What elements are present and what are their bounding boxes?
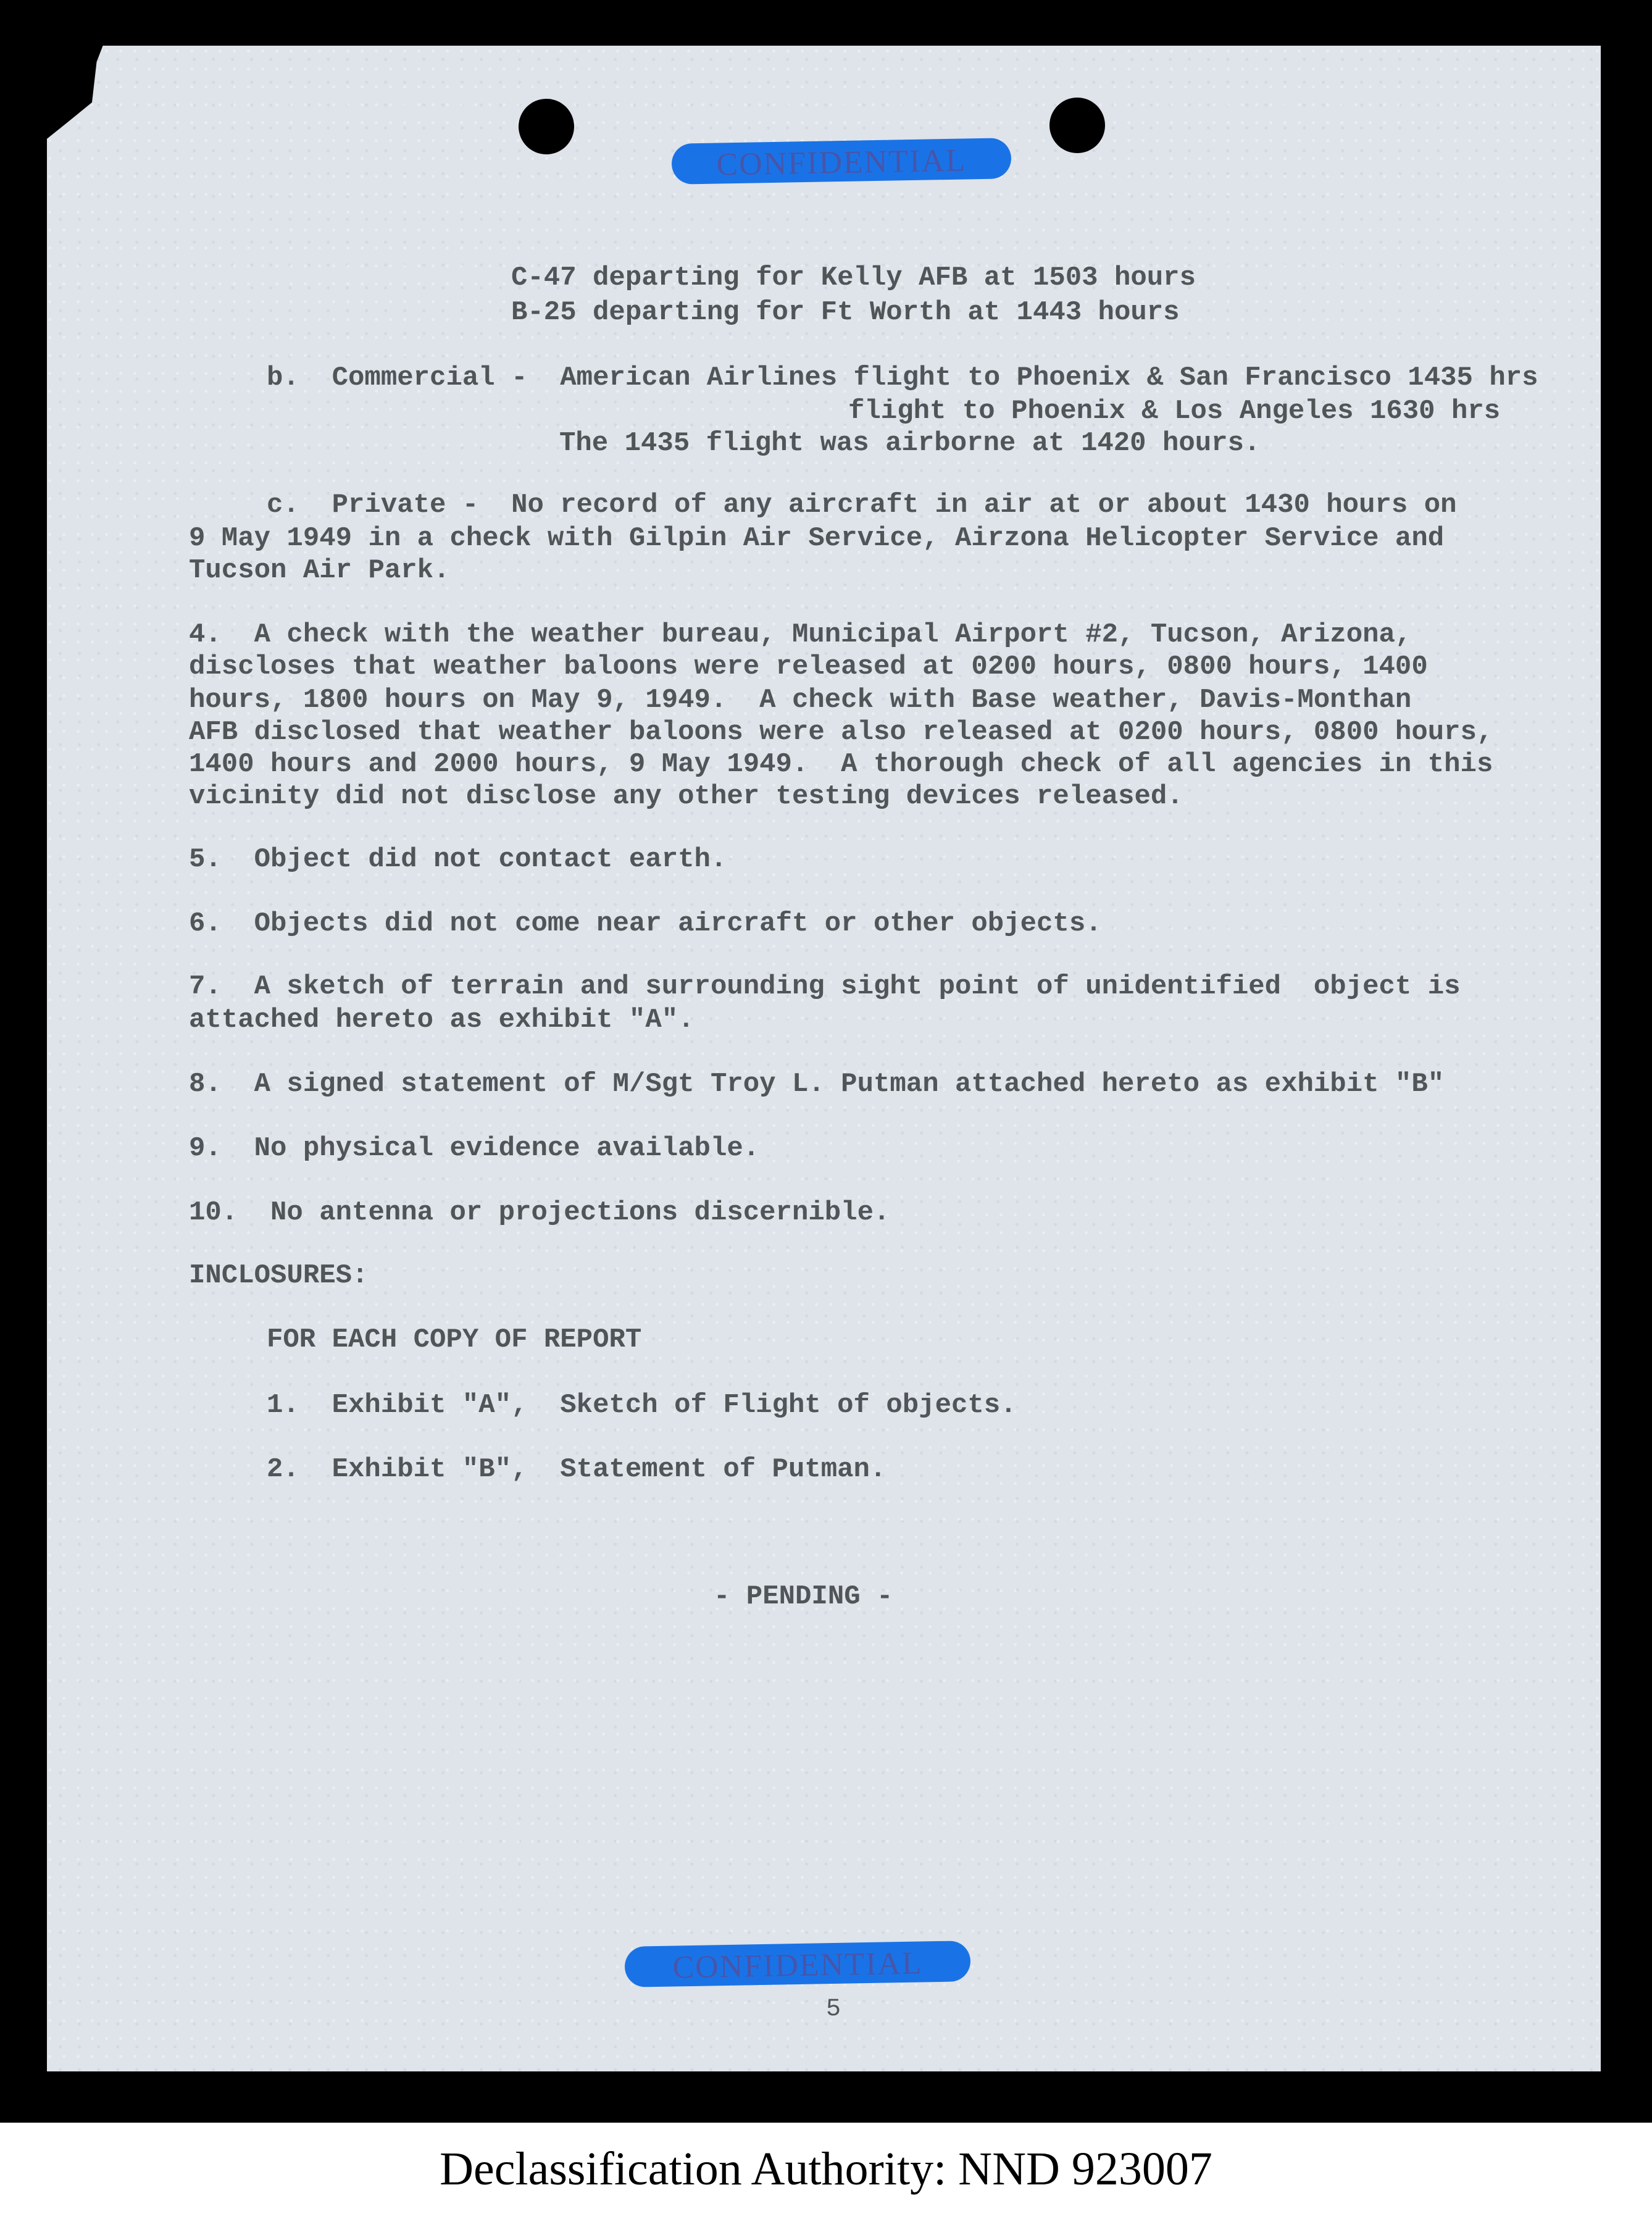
commercial-line: The 1435 flight was airborne at 1420 hours.: [559, 428, 1261, 459]
para4-line: vicinity did not disclose any other testing devices released.: [189, 781, 1183, 812]
para9: 9. No physical evidence available.: [189, 1133, 760, 1164]
military-flight-line: C-47 departing for Kelly AFB at 1503 hours: [511, 262, 1196, 293]
confidential-stamp-top: [671, 138, 1011, 185]
para4-line: 4. A check with the weather bureau, Municipal Airport #2, Tucson, Arizona,: [189, 619, 1412, 650]
private-para-line: 9 May 1949 in a check with Gilpin Air Service, Airzona Helicopter Service and: [189, 523, 1445, 554]
para8: 8. A signed statement of M/Sgt Troy L. Putman attached hereto as exhibit "B": [189, 1069, 1445, 1100]
punch-hole-left: [519, 99, 574, 154]
inclosures-subheading: FOR EACH COPY OF REPORT: [267, 1324, 642, 1355]
declassification-footer: Declassification Authority: NND 923007: [440, 2143, 1212, 2195]
private-para-line: c. Private - No record of any aircraft in air at or about 1430 hours on: [267, 490, 1457, 520]
commercial-line: flight to Phoenix & Los Angeles 1630 hrs: [848, 396, 1501, 427]
para7-line: attached hereto as exhibit "A".: [189, 1005, 695, 1035]
confidential-stamp-bottom: [624, 1941, 970, 1987]
punch-hole-right: [1049, 98, 1105, 153]
commercial-line: b. Commercial - American Airlines flight to Phoenix & San Francisco 1435 hrs: [267, 362, 1538, 393]
document-page: [47, 46, 1601, 2071]
confidential-stamp-bottom-label: CONFIDENTIAL: [672, 1945, 924, 1986]
para5: 5. Object did not contact earth.: [189, 844, 727, 875]
para4-line: AFB disclosed that weather baloons were also released at 0200 hours, 0800 hours,: [189, 717, 1493, 748]
page-number: 5: [826, 1995, 841, 2023]
inclosure-item: 2. Exhibit "B", Statement of Putman.: [267, 1454, 886, 1485]
confidential-stamp-top-label: CONFIDENTIAL: [715, 143, 967, 183]
para4-line: discloses that weather baloons were released at 0200 hours, 0800 hours, 1400: [189, 651, 1428, 682]
inclosures-heading: INCLOSURES:: [189, 1260, 369, 1291]
para4-line: 1400 hours and 2000 hours, 9 May 1949. A thorough check of all agencies in this: [189, 749, 1493, 780]
para4-line: hours, 1800 hours on May 9, 1949. A check with Base weather, Davis-Monthan: [189, 685, 1412, 716]
para7-line: 7. A sketch of terrain and surrounding sight point of unidentified object is: [189, 971, 1461, 1002]
status-pending: - PENDING -: [714, 1581, 893, 1612]
private-para-line: Tucson Air Park.: [189, 555, 450, 586]
para10: 10. No antenna or projections discernible.: [189, 1197, 890, 1228]
inclosure-item: 1. Exhibit "A", Sketch of Flight of objects.: [267, 1390, 1017, 1421]
military-flight-line: B-25 departing for Ft Worth at 1443 hours: [511, 297, 1180, 328]
para6: 6. Objects did not come near aircraft or other objects.: [189, 908, 1102, 939]
